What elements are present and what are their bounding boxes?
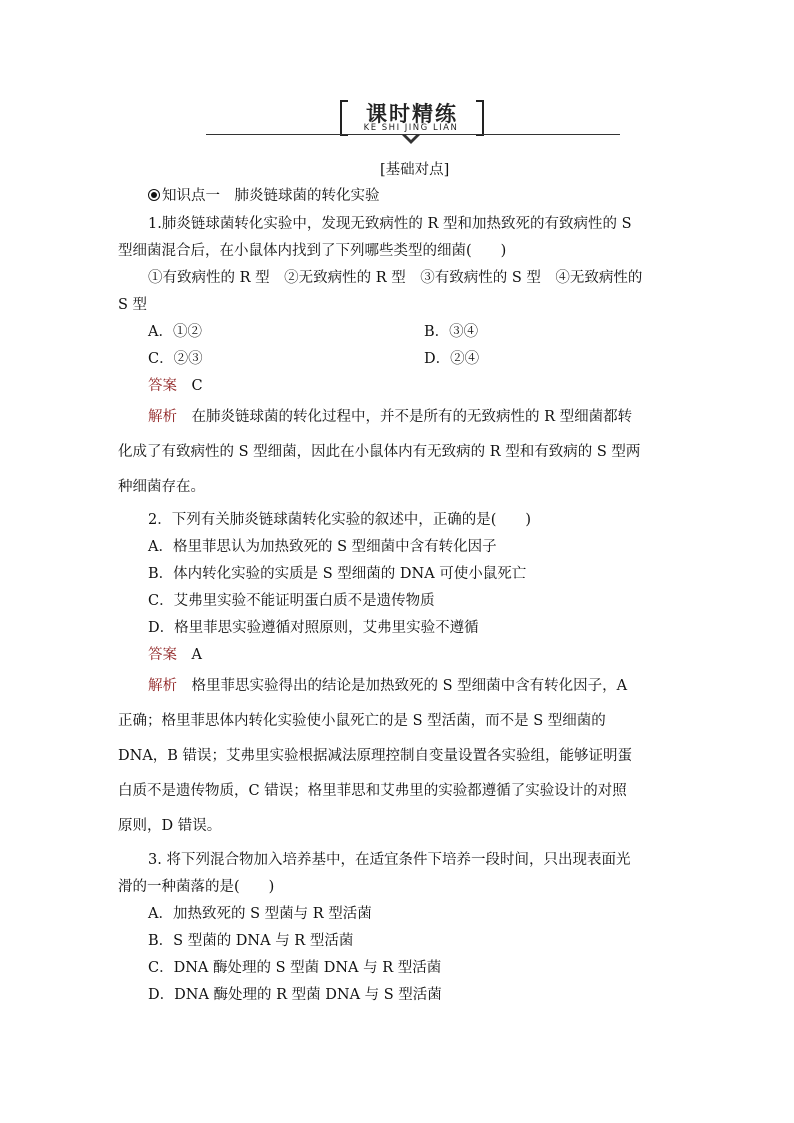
answer-value: C (191, 378, 203, 394)
q2-explanation-line2: 正确；格里菲思体内转化实验使小鼠死亡的是 S 型活菌，而不是 S 型细菌的 (118, 713, 606, 729)
q1-explanation-line3: 种细菌存在。 (118, 479, 205, 495)
right-bracket (476, 100, 484, 136)
answer-label: 答案 (148, 378, 177, 394)
q2-stem: 2．下列有关肺炎链球菌转化实验的叙述中，正确的是( ) (148, 512, 532, 528)
q1-option-a: A．①② (148, 324, 202, 340)
explanation-label: 解析 (148, 409, 177, 425)
q1-explanation-line1 (148, 407, 632, 427)
answer-label: 答案 (148, 647, 177, 663)
explanation-text: 在肺炎链球菌的转化过程中，并不是所有的无致病性的 R 型细菌都转 (191, 409, 633, 425)
q2-answer (148, 645, 202, 665)
q2-option-c: C．艾弗里实验不能证明蛋白质不是遗传物质 (148, 593, 435, 609)
q1-explanation-line2: 化成了有致病性的 S 型细菌，因此在小鼠体内有无致病的 R 型和有致病的 S 型两 (118, 444, 641, 460)
q3-stem-line2: 滑的一种菌落的是( ) (118, 879, 275, 895)
down-arrow-inner (406, 135, 416, 140)
q1-option-d: D．②④ (424, 351, 480, 367)
q3-option-c: C．DNA 酶处理的 S 型菌 DNA 与 R 型活菌 (148, 960, 442, 976)
header-title: 课时精练 (366, 102, 458, 126)
q1-option-b: B．③④ (424, 324, 479, 340)
q3-option-b: B．S 型菌的 DNA 与 R 型活菌 (148, 933, 354, 949)
q1-stem-line2: 型细菌混合后，在小鼠体内找到了下列哪些类型的细菌( ) (118, 243, 507, 259)
q1-items-line1: ①有致病性的 R 型 ②无致病性的 R 型 ③有致病性的 S 型 ④无致病性的 (148, 270, 643, 286)
page-header (206, 96, 620, 152)
q2-explanation-line3: DNA，B 错误；艾弗里实验根据减法原理控制自变量设置各实验组，能够证明蛋 (118, 748, 633, 764)
header-subtitle: KE SHI JING LIAN (363, 123, 459, 133)
q2-explanation-line4: 白质不是遗传物质，C 错误；格里菲思和艾弗里的实验都遵循了实验设计的对照 (118, 783, 627, 799)
q2-explanation-line1 (148, 676, 627, 696)
q1-items-line2: S 型 (118, 297, 148, 313)
explanation-text: 格里菲思实验得出的结论是加热致死的 S 型细菌中含有转化因子，A (191, 678, 628, 694)
q1-stem-line1: 1.肺炎链球菌转化实验中，发现无致病性的 R 型和加热致死的有致病性的 S (148, 216, 632, 232)
knowledge-point-text: 知识点一 肺炎链球菌的转化实验 (162, 188, 380, 204)
q1-answer (148, 376, 203, 396)
q2-explanation-line5: 原则，D 错误。 (118, 818, 222, 834)
q2-option-b: B．体内转化实验的实质是 S 型细菌的 DNA 可使小鼠死亡 (148, 566, 527, 582)
q3-option-a: A．加热致死的 S 型菌与 R 型活菌 (148, 906, 372, 922)
bullet-dot-icon (148, 189, 160, 201)
knowledge-point (148, 186, 380, 206)
answer-value: A (191, 647, 202, 663)
q2-option-d: D．格里菲思实验遵循对照原则，艾弗里实验不遵循 (148, 620, 479, 636)
q1-option-c: C．②③ (148, 351, 203, 367)
section-label: [基础对点] (380, 162, 450, 178)
q3-stem-line1: 3. 将下列混合物加入培养基中，在适宜条件下培养一段时间，只出现表面光 (148, 852, 631, 868)
explanation-label: 解析 (148, 678, 177, 694)
q3-option-d: D．DNA 酶处理的 R 型菌 DNA 与 S 型活菌 (148, 987, 442, 1003)
q2-option-a: A．格里菲思认为加热致死的 S 型细菌中含有转化因子 (148, 539, 497, 555)
